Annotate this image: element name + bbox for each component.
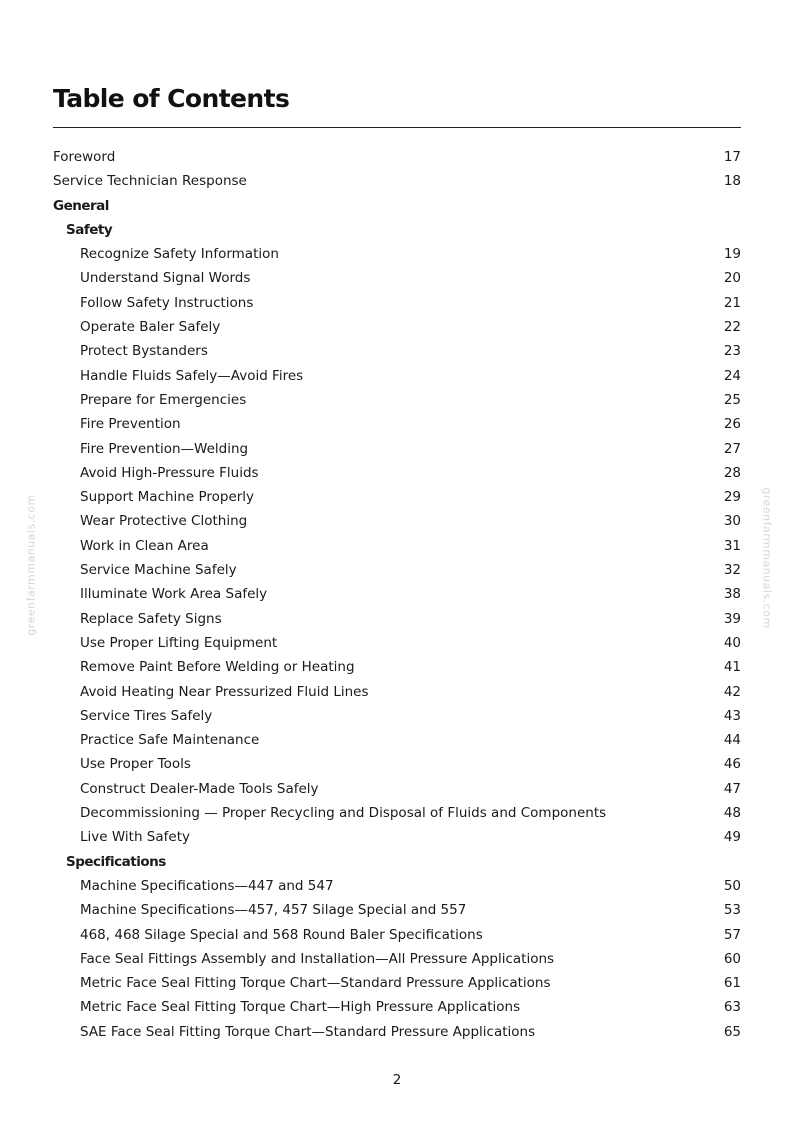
toc-entry-label: Use Proper Lifting Equipment xyxy=(80,634,278,651)
toc-entry-page: 22 xyxy=(723,319,741,336)
toc-entry-page: 44 xyxy=(723,732,741,749)
toc-entry-label: Practice Safe Maintenance xyxy=(80,732,260,749)
toc-entry-page: 28 xyxy=(723,464,741,481)
toc-entry-label: Fire Prevention xyxy=(80,416,181,433)
title-divider xyxy=(53,127,741,128)
toc-entry-page: 19 xyxy=(723,246,741,263)
toc-entry[interactable] xyxy=(53,631,741,655)
toc-entry[interactable] xyxy=(53,509,741,533)
watermark-right: greenfarmmanuals.com xyxy=(760,487,774,629)
toc-entry-label: SAE Face Seal Fitting Torque Chart—Standard Pressure Applications xyxy=(80,1023,536,1040)
toc-entry[interactable] xyxy=(53,437,741,461)
toc-entry-page: 17 xyxy=(723,149,741,165)
toc-entry-page: 18 xyxy=(723,173,741,190)
toc-entry[interactable] xyxy=(53,1020,741,1044)
toc-entry-label: Face Seal Fittings Assembly and Installation—All Pressure Applications xyxy=(80,950,555,967)
toc-entry-label: Service Tires Safely xyxy=(80,707,213,724)
toc-section-heading xyxy=(53,850,741,874)
toc-entry[interactable] xyxy=(53,995,741,1019)
page-title: Table of Contents xyxy=(53,84,290,113)
toc-entry-page: 25 xyxy=(723,391,741,408)
toc-entry[interactable] xyxy=(53,412,741,436)
toc-entry-label: Replace Safety Signs xyxy=(80,610,222,627)
toc-entry-page: 46 xyxy=(723,756,741,773)
toc-entry[interactable] xyxy=(53,680,741,704)
toc-entry-page: 20 xyxy=(723,270,741,287)
toc-entry-page: 63 xyxy=(723,999,741,1016)
toc-entry-label: Specifications xyxy=(66,853,166,870)
toc-entry-label: Machine Specifications—457, 457 Silage Special and 557 xyxy=(80,902,467,919)
toc-entry-page: 65 xyxy=(723,1023,741,1040)
toc-entry-page: 23 xyxy=(723,343,741,360)
toc-entry-page: 24 xyxy=(723,367,741,384)
toc-entry-page: 27 xyxy=(723,440,741,457)
toc-entry-page: 38 xyxy=(723,586,741,603)
toc-entry-page: 32 xyxy=(723,562,741,579)
toc-entry-label: Metric Face Seal Fitting Torque Chart—Standard Pressure Applications xyxy=(80,975,551,992)
toc-entry-page: 57 xyxy=(723,926,741,943)
toc-entry[interactable] xyxy=(53,801,741,825)
toc-entry-label: Illuminate Work Area Safely xyxy=(80,586,268,603)
toc-entry[interactable] xyxy=(53,947,741,971)
toc-entry-page: 42 xyxy=(723,683,741,700)
toc-entry[interactable] xyxy=(53,607,741,631)
toc-entry[interactable] xyxy=(53,291,741,315)
toc-entry-page: 31 xyxy=(723,537,741,554)
page-number: 2 xyxy=(392,1072,402,1088)
toc-entry[interactable] xyxy=(53,242,741,266)
toc-entry-label: Fire Prevention—Welding xyxy=(80,440,249,457)
toc-entry[interactable] xyxy=(53,461,741,485)
toc-entry-label: Avoid High-Pressure Fluids xyxy=(80,464,259,481)
toc-entry[interactable] xyxy=(53,898,741,922)
toc-entry-label: Machine Specifications—447 and 547 xyxy=(80,877,334,894)
toc-entry[interactable] xyxy=(53,558,741,582)
toc-entry-page: 26 xyxy=(723,416,741,433)
toc-entry[interactable] xyxy=(53,704,741,728)
toc-entry-label: 468, 468 Silage Special and 568 Round Baler Specifications xyxy=(80,926,483,943)
toc-entry-label: Construct Dealer-Made Tools Safely xyxy=(80,780,319,797)
toc-entry[interactable] xyxy=(53,169,741,193)
toc-entry-label: Service Technician Response xyxy=(53,173,247,190)
toc-entry[interactable] xyxy=(53,655,741,679)
toc-entry-label: Wear Protective Clothing xyxy=(80,513,248,530)
toc-entry-label: Protect Bystanders xyxy=(80,343,208,360)
toc-entry[interactable] xyxy=(53,728,741,752)
toc-entry[interactable] xyxy=(53,825,741,849)
toc-entry[interactable] xyxy=(53,388,741,412)
toc-entry-label: Support Machine Properly xyxy=(80,489,255,506)
toc-entry-page: 50 xyxy=(723,877,741,894)
toc-entry-label: Remove Paint Before Welding or Heating xyxy=(80,659,355,676)
toc-entry-label: Use Proper Tools xyxy=(80,756,191,773)
toc-entry-page: 41 xyxy=(723,659,741,676)
toc-entry[interactable] xyxy=(53,315,741,339)
toc-entry-page: 39 xyxy=(723,610,741,627)
toc-section-heading xyxy=(53,218,741,242)
toc-entry-label: General xyxy=(53,197,109,214)
toc-entry[interactable] xyxy=(53,874,741,898)
toc-entry-label: Avoid Heating Near Pressurized Fluid Lines xyxy=(80,683,369,700)
toc-entry-label: Recognize Safety Information xyxy=(80,246,279,263)
toc-entry[interactable] xyxy=(53,485,741,509)
toc-entry-label: Decommissioning — Proper Recycling and Disposal of Fluids and Components xyxy=(80,805,607,822)
toc-entry[interactable] xyxy=(53,752,741,776)
toc-entry[interactable] xyxy=(53,534,741,558)
toc-entry-label: Service Machine Safely xyxy=(80,562,237,579)
toc-entry-page: 29 xyxy=(723,489,741,506)
toc-entry[interactable] xyxy=(53,971,741,995)
toc-section-heading xyxy=(53,194,741,218)
toc-entry-label: Metric Face Seal Fitting Torque Chart—High Pressure Applications xyxy=(80,999,521,1016)
watermark-left: greenfarmmanuals.com xyxy=(24,494,38,636)
toc-list xyxy=(53,145,741,1044)
toc-entry[interactable] xyxy=(53,364,741,388)
toc-entry-label: Live With Safety xyxy=(80,829,190,846)
toc-entry-label: Operate Baler Safely xyxy=(80,319,221,336)
toc-entry-page: 30 xyxy=(723,513,741,530)
toc-entry[interactable] xyxy=(53,777,741,801)
toc-entry-page: 60 xyxy=(723,950,741,967)
toc-entry-label: Safety xyxy=(66,221,113,238)
toc-entry-page: 43 xyxy=(723,707,741,724)
toc-entry[interactable] xyxy=(53,339,741,363)
toc-entry-label: Prepare for Emergencies xyxy=(80,391,247,408)
toc-entry-label: Understand Signal Words xyxy=(80,270,251,287)
toc-entry-page: 40 xyxy=(723,634,741,651)
toc-entry-label: Handle Fluids Safely—Avoid Fires xyxy=(80,367,304,384)
toc-entry-page: 49 xyxy=(723,829,741,846)
toc-entry-page: 48 xyxy=(723,805,741,822)
toc-entry-page: 53 xyxy=(723,902,741,919)
toc-entry-label: Foreword xyxy=(53,149,116,165)
toc-entry[interactable] xyxy=(53,923,741,947)
toc-entry[interactable] xyxy=(53,266,741,290)
toc-entry[interactable] xyxy=(53,145,741,169)
toc-entry[interactable] xyxy=(53,582,741,606)
toc-entry-label: Work in Clean Area xyxy=(80,537,209,554)
toc-entry-page: 21 xyxy=(723,294,741,311)
toc-entry-page: 47 xyxy=(723,780,741,797)
toc-entry-label: Follow Safety Instructions xyxy=(80,294,254,311)
toc-entry-page: 61 xyxy=(723,975,741,992)
